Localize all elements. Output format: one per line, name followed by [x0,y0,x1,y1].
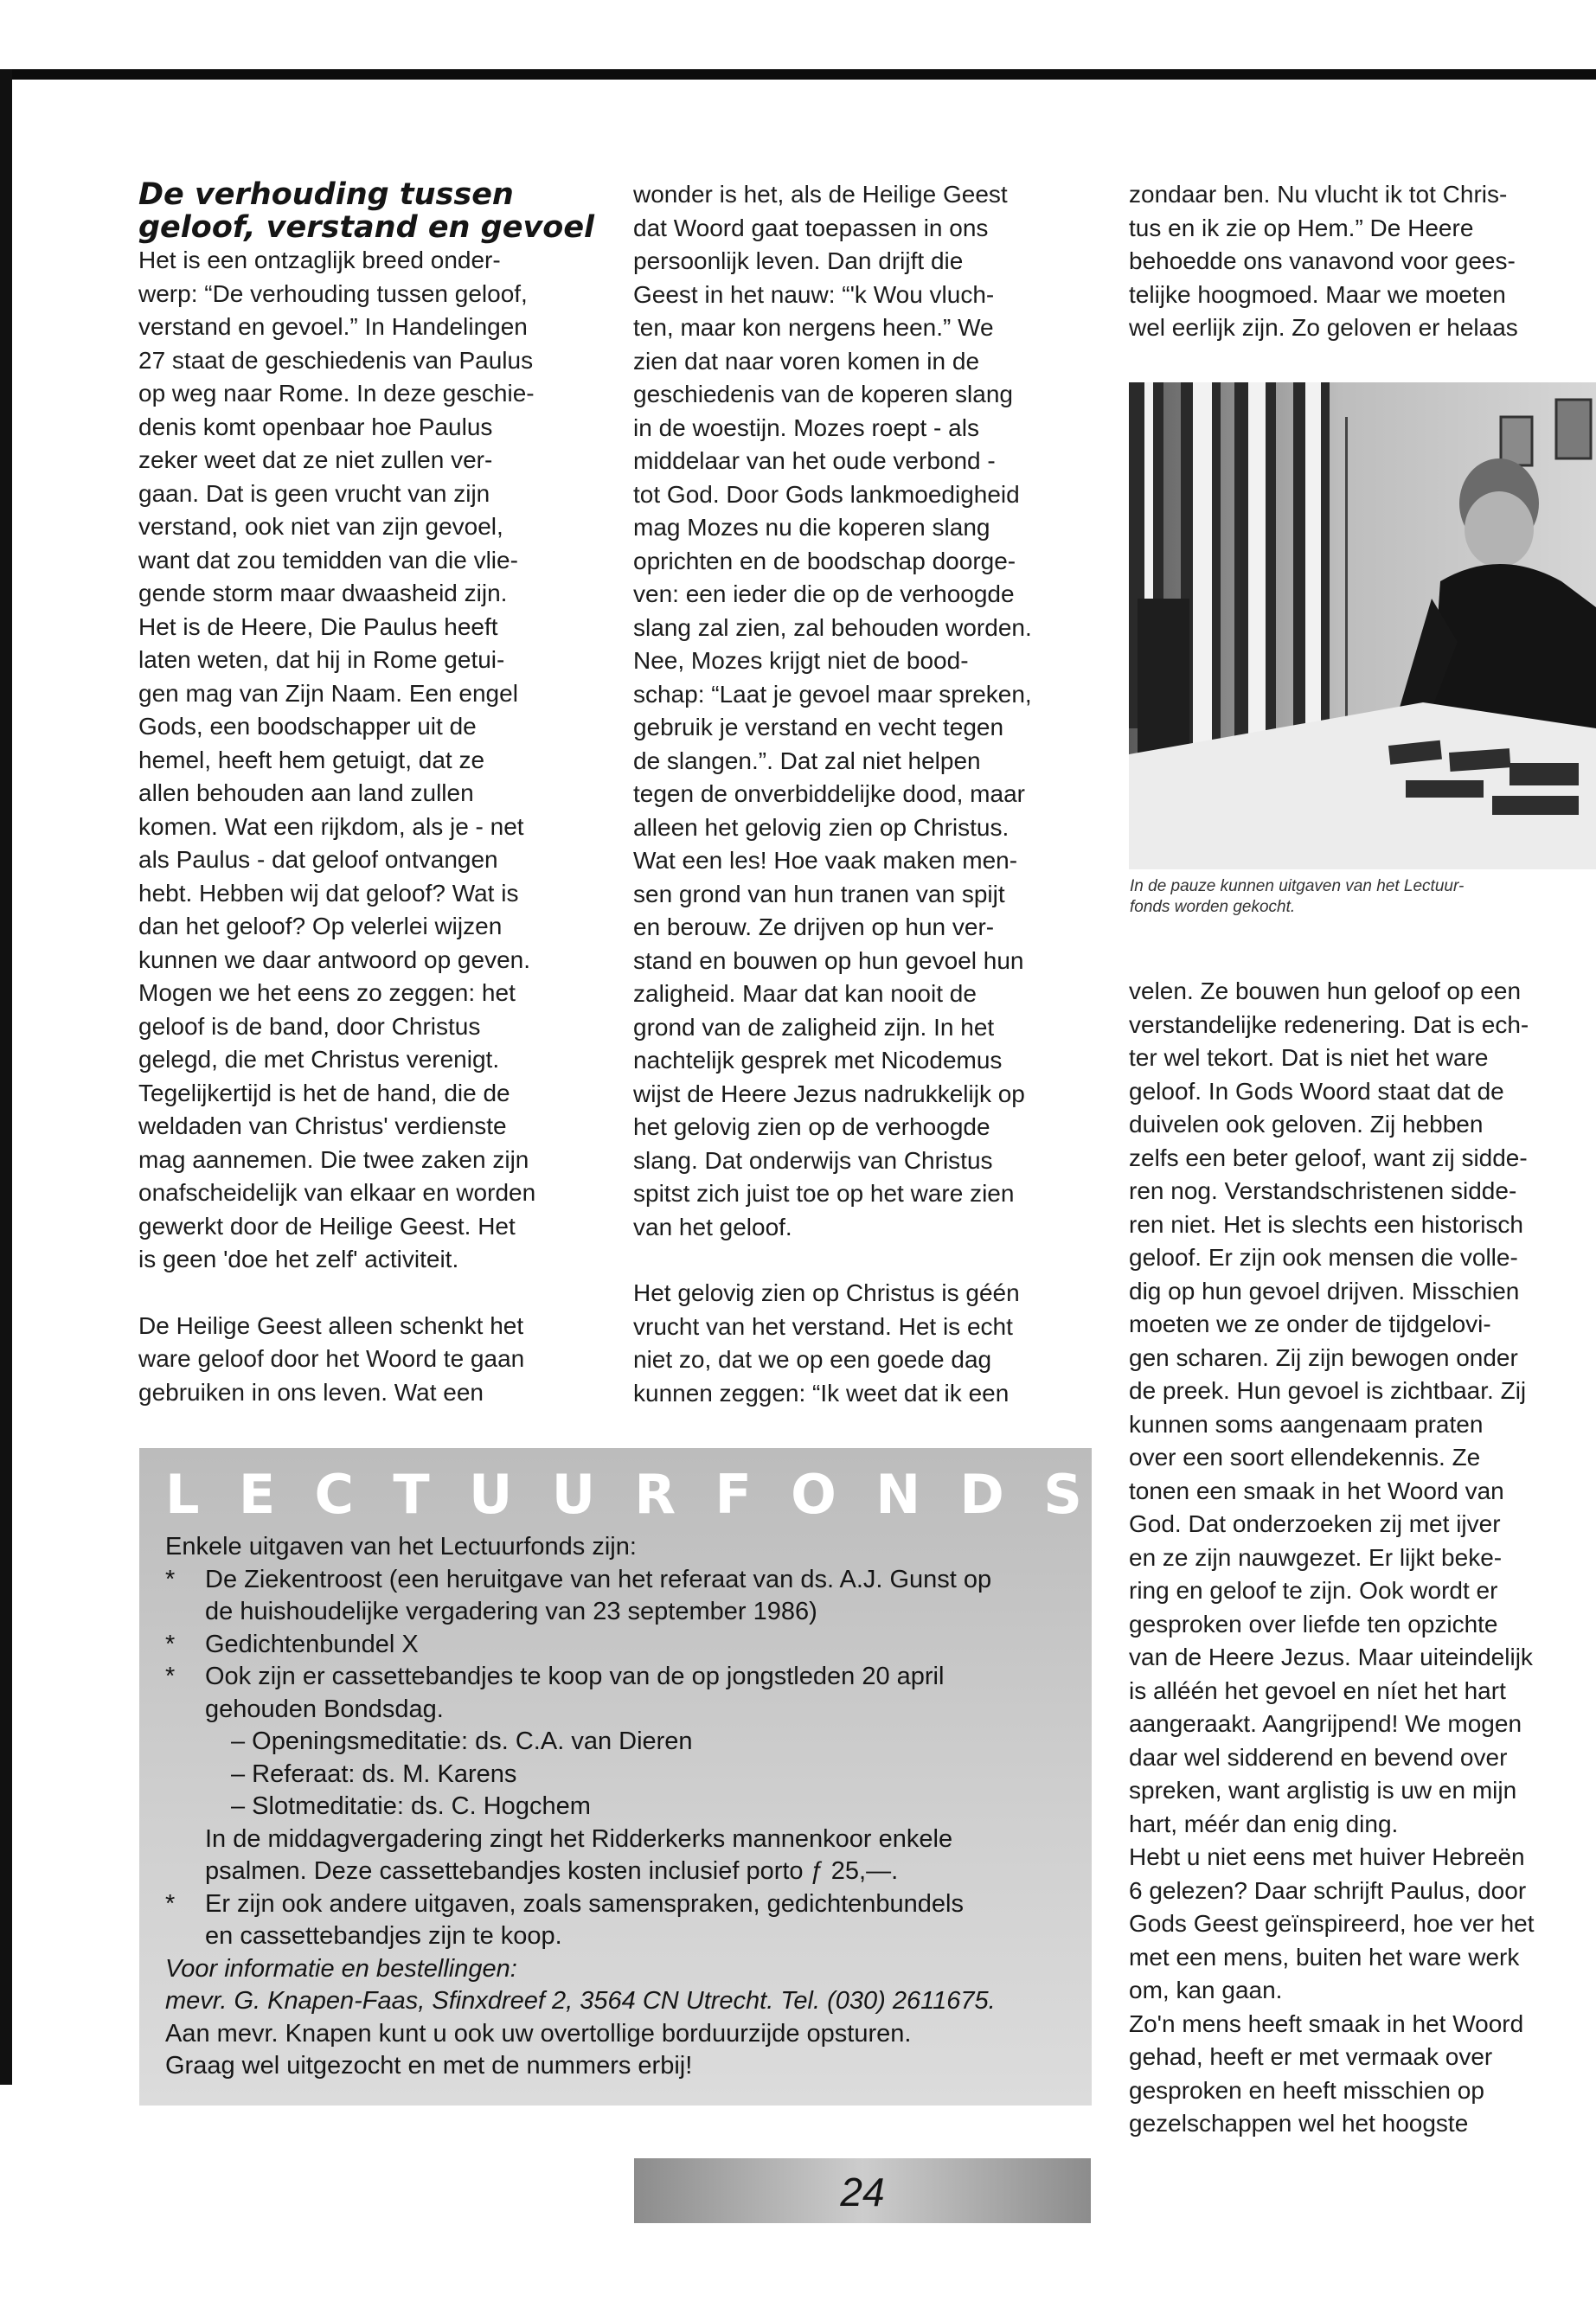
column-3-bottom [1129,975,1579,2141]
box-item-3-cont-line-1: In de middagvergadering zingt het Ridderkerks mannenkoor enkele [205,1824,953,1853]
text-line: alleen het gelovig zien op Christus. [633,813,1010,841]
text-line: wonder is het, als de Heilige Geest [633,181,1008,208]
text-line: gelegd, die met Christus verenigt. [138,1046,500,1073]
text-line: tegen de onverbiddelijke dood, maar [633,780,1025,807]
text-line: dig op hun gevoel drijven. Misschien [1129,1277,1520,1304]
text-line: De Heilige Geest alleen schenkt het [138,1311,524,1339]
text-line: tonen een smaak in het Woord van [1129,1477,1504,1504]
box-item-3-cont-line-2: psalmen. Deze cassettebandjes kosten inclusief porto ƒ 25,—. [205,1857,899,1885]
text-line: slang. Dat onderwijs van Christus [633,1146,993,1174]
box-item-1-line-2: de huishoudelijke vergadering van 23 september 1986) [205,1598,817,1625]
box-item-3-line-2: gehouden Bondsdag. [205,1695,444,1723]
text-line: denis komt openbaar hoe Paulus [138,413,493,440]
box-item-4-line-2: en cassettebandjes zijn te koop. [205,1922,562,1950]
text-line: spreken, want arglistig is uw en mijn [1129,1777,1517,1804]
text-line: in de woestijn. Mozes roept - als [633,413,979,441]
text-line: hemel, heeft hem getuigt, dat ze [138,746,485,773]
text-line: nachtelijk gesprek met Nicodemus [633,1047,1003,1074]
caption-line-1: In de pauze kunnen uitgaven van het Lectuur- [1130,877,1465,895]
text-line: ter wel tekort. Dat is niet het ware [1129,1044,1489,1071]
text-line: Geest in het nauw: “'k Wou vluch- [633,280,995,308]
text-line: zien dat naar voren komen in de [633,347,980,375]
title-letter: R [634,1463,676,1526]
box-sub-item-1: – Openingsmeditatie: ds. C.A. van Dieren [231,1727,693,1755]
box-closing-line-1: Aan mevr. Knapen kunt u ook uw overtollige borduurzijde opsturen. [165,2019,912,2048]
text-line: Hebt u niet eens met huiver Hebreën [1129,1843,1525,1870]
column-1-paragraph-2 [138,1310,597,1410]
title-letter: U [469,1463,513,1526]
text-line: weldaden van Christus' verdienste [138,1112,507,1139]
text-line: als Paulus - dat geloof ontvangen [138,846,498,873]
text-line: kunnen soms aangenaam praten [1129,1410,1484,1438]
text-line: vrucht van het verstand. Het is echt [633,1312,1013,1340]
text-line: Gods Geest geïnspireerd, hoe ver het [1129,1910,1535,1937]
column-1-paragraph-1 [138,244,597,1277]
text-line: Tegelijkertijd is het de hand, die de [138,1079,510,1106]
page-number: 24 [840,2170,885,2214]
text-line: verstandelijke redenering. Dat is ech- [1129,1010,1529,1038]
text-line: persoonlijk leven. Dan drijft die [633,247,964,274]
text-line: laten weten, dat hij in Rome getui- [138,646,505,673]
text-line: duivelen ook geloven. Zij hebben [1129,1111,1484,1138]
title-letter: S [1043,1463,1082,1526]
text-line: om, kan gaan. [1129,1977,1283,2003]
text-line: zelfs een beter geloof, want zij sidde- [1129,1144,1528,1171]
page-left-border [0,69,12,2085]
bullet-star-icon: * [165,1565,176,1593]
text-line: geloof. Er zijn ook mensen die volle- [1129,1244,1518,1271]
text-line: is alléén het gevoel en níet het hart [1129,1676,1506,1704]
text-line: zondaar ben. Nu vlucht ik tot Chris- [1129,181,1508,208]
text-line: is geen 'doe het zelf' activiteit. [138,1246,459,1272]
text-line: daar wel sidderend en bevend over [1129,1743,1508,1771]
text-line: Nee, Mozes krijgt niet de bood- [633,647,969,674]
text-line: verstand en gevoel.” In Handelingen [138,313,528,340]
box-item-4-line-1: * Er zijn ook andere uitgaven, zoals samenspraken, gedichtenbundels [165,1888,1082,1921]
text-line: ren niet. Het is slechts een historisch [1129,1210,1523,1238]
title-letter: T [393,1463,430,1526]
box-item-3-line-1: * Ook zijn er cassettebandjes te koop van de op jongstleden 20 april [165,1661,1082,1694]
title-letter: F [715,1463,752,1526]
text-line: ren nog. Verstandschristenen sidde- [1129,1177,1517,1204]
text-line: God. Dat onderzoeken zij met ijver [1129,1510,1501,1537]
page-top-border [0,69,1596,80]
text-line: behoedde ons vanavond voor gees- [1129,247,1516,274]
page-number-box [634,2158,1091,2223]
text-line: geschiedenis van de koperen slang [633,381,1013,407]
text-line: gende storm maar dwaasheid zijn. [138,580,508,606]
text-line: Gods, een boodschapper uit de [138,713,477,740]
title-letter: O [791,1463,836,1526]
text-line: het gelovig zien op de verhoogde [633,1113,990,1140]
text-line: ring en geloof te zijn. Ook wordt er [1129,1577,1498,1604]
caption-line-2: fonds worden gekocht. [1130,898,1296,916]
text-line: slang zal zien, zal behouden worden. [633,613,1032,641]
text-line: de preek. Hun gevoel is zichtbaar. Zij [1129,1377,1527,1404]
box-closing-line-2: Graag wel uitgezocht en met de nummers erbij! [165,2052,693,2080]
text-line: mag aannemen. Die twee zaken zijn [138,1145,529,1173]
text-line: gebruiken in ons leven. Wat een [138,1378,484,1406]
text-line: van het geloof. [633,1213,792,1240]
box-intro: Enkele uitgaven van het Lectuurfonds zijn: [165,1533,637,1561]
title-letter: L [165,1463,200,1526]
text-line: hebt. Hebben wij dat geloof? Wat is [138,879,519,907]
box-sub-item-2: – Referaat: ds. M. Karens [231,1759,517,1788]
text-line: gezelschappen wel het hoogste [1129,2110,1469,2137]
text-line: van de Heere Jezus. Maar uiteindelijk [1129,1644,1533,1670]
photo-woman-at-book-table [1129,382,1596,869]
text-line: tus en ik zie op Hem.” De Heere [1129,214,1474,241]
text-line: dan het geloof? Op velerlei wijzen [138,913,503,939]
text-line: gebruik je verstand en vecht tegen [633,714,1004,740]
title-letter: U [551,1463,596,1526]
text-line: schap: “Laat je gevoel maar spreken, [633,680,1032,708]
text-line: spitst zich juist toe op het ware zien [633,1180,1015,1207]
text-line: onafscheidelijk van elkaar en worden [138,1179,536,1206]
text-line: niet zo, dat we op een goede dag [633,1346,992,1373]
column-2-paragraph-1 [633,178,1092,1244]
text-line: Zo'n mens heeft smaak in het Woord [1129,2009,1524,2037]
text-line: want dat zou temidden van die vlie- [138,546,518,574]
column-3-paragraph-top [1129,178,1574,345]
article-heading-line-1: De verhouding tussen [138,177,514,212]
text-line: aangeraakt. Aangrijpend! We mogen [1129,1710,1522,1737]
box-info-label: Voor informatie en bestellingen: [165,1954,517,1983]
lectuurfonds-body [165,1531,1082,2083]
text-line: ten, maar kon nergens heen.” We [633,314,994,341]
column-1 [138,178,597,1409]
photo-illustration [1129,382,1596,869]
text-line: telijke hoogmoed. Maar we moeten [1129,280,1506,308]
text-line: Het is de Heere, Die Paulus heeft [138,612,498,640]
article-heading-line-2: geloof, verstand en gevoel [138,210,595,245]
text-line: sen grond van hun tranen van spijt [633,880,1005,907]
text-line: op weg naar Rome. In deze geschie- [138,380,535,407]
text-line: gewerkt door de Heilige Geest. Het [138,1212,516,1240]
box-item-2: * Gedichtenbundel X [165,1629,1082,1662]
text-line: de slangen.”. Dat zal niet helpen [633,747,981,774]
text-line: geloof is de band, door Christus [138,1012,481,1040]
photo-caption [1130,876,1580,918]
text-line: gesproken over liefde ten opzichte [1129,1610,1498,1638]
text-line: middelaar van het oude verbond - [633,447,996,474]
text-line: Wat een les! Hoe vaak maken men- [633,847,1018,874]
text-line: tot God. Door Gods lankmoedigheid [633,480,1020,508]
text-line: werp: “De verhouding tussen geloof, [138,279,528,307]
column-2-paragraph-2 [633,1277,1092,1410]
box-sub-item-3: – Slotmeditatie: ds. C. Hogchem [231,1792,591,1820]
text-line: kunnen zeggen: “Ik weet dat ik een [633,1379,1010,1407]
text-line: Het gelovig zien op Christus is géén [633,1279,1020,1306]
text-line: grond van de zaligheid zijn. In het [633,1013,995,1041]
column-3-top [1129,178,1574,345]
text-line: 27 staat de geschiedenis van Paulus [138,346,534,374]
lectuurfonds-title [165,1460,1082,1529]
box-item-1-line-1: * De Ziekentroost (een heruitgave van het referaat van ds. A.J. Gunst op [165,1564,1082,1597]
text-line: gen scharen. Zij zijn bewogen onder [1129,1343,1518,1371]
title-letter: D [959,1463,1004,1526]
bullet-star-icon: * [165,1889,176,1918]
text-line: gen mag van Zijn Naam. Een engel [138,679,518,707]
text-line: dat Woord gaat toepassen in ons [633,214,989,241]
text-line: geloof. In Gods Woord staat dat de [1129,1077,1504,1105]
text-line: hart, méér dan enig ding. [1129,1810,1399,1837]
text-line: Mogen we het eens zo zeggen: het [138,979,516,1006]
text-line: en berouw. Ze drijven op hun ver- [633,913,995,940]
text-line: en ze zijn nauwgezet. Er lijkt beke- [1129,1543,1503,1571]
text-line: oprichten en de boodschap doorge- [633,547,1016,574]
text-line: velen. Ze bouwen hun geloof op een [1129,977,1522,1004]
title-letter: C [314,1463,355,1526]
text-line: met een mens, buiten het ware werk [1129,1943,1520,1971]
text-line: mag Mozes nu die koperen slang [633,514,990,541]
text-line: moeten we ze onder de tijdgelovi- [1129,1311,1491,1337]
box-info-address: mevr. G. Knapen-Faas, Sfinxdreef 2, 3564 CN Utrecht. Tel. (030) 2611675. [165,1987,996,2015]
text-line: gehad, heeft er met vermaak over [1129,2043,1493,2070]
text-line: zeker weet dat ze niet zullen ver- [138,446,493,473]
text-line: wel eerlijk zijn. Zo geloven er helaas [1129,314,1518,341]
text-line: gesproken en heeft misschien op [1129,2076,1484,2104]
text-line: kunnen we daar antwoord op geven. [138,945,530,973]
text-line: verstand, ook niet van zijn gevoel, [138,513,503,540]
column-2 [633,178,1092,1410]
text-line: 6 gelezen? Daar schrijft Paulus, door [1129,1876,1527,1904]
text-line: zaligheid. Maar dat kan nooit de [633,980,977,1007]
text-line: ware geloof door het Woord te gaan [138,1345,525,1372]
text-line: komen. Wat een rijkdom, als je - net [138,812,524,840]
text-line: wijst de Heere Jezus nadrukkelijk op [633,1080,1025,1107]
bullet-star-icon: * [165,1630,176,1658]
text-line: over een soort ellendekennis. Ze [1129,1444,1481,1471]
column-3-paragraph-bottom [1129,975,1579,2141]
title-letter: N [875,1463,921,1526]
lectuurfonds-box [139,1448,1092,2106]
text-line: ven: een ieder die op de verhoogde [633,580,1015,607]
bullet-star-icon: * [165,1663,176,1690]
text-line: stand en bouwen op hun gevoel hun [633,946,1024,974]
title-letter: E [238,1463,276,1526]
text-line: gaan. Dat is geen vrucht van zijn [138,479,490,507]
text-line: allen behouden aan land zullen [138,779,474,806]
text-line: Het is een ontzaglijk breed onder- [138,247,501,273]
